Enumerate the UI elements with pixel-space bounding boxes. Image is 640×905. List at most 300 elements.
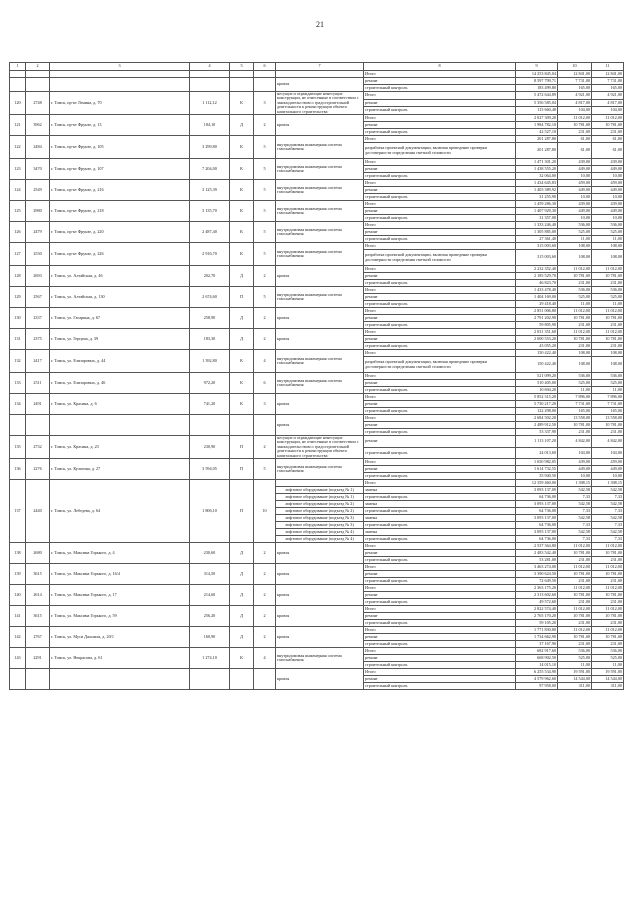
cost-total: 2 684 502,20	[516, 415, 558, 422]
floors	[254, 78, 276, 92]
house-address: г. Томск, ул. Алтайская, д. 46	[50, 266, 190, 287]
house-area	[190, 415, 230, 436]
cost-total: 115 660,48	[516, 107, 558, 115]
service-type: Итого	[364, 606, 516, 613]
row-number: 137	[10, 480, 26, 543]
table-row	[10, 201, 624, 208]
max-unit-cost: 11 012,00	[592, 564, 624, 571]
service-type: ремонт	[364, 166, 516, 173]
cost-total: 682 917,60	[516, 648, 558, 655]
service-type: ремонт	[364, 571, 516, 578]
header-cell: 6	[254, 63, 276, 71]
service-type: ремонт	[364, 187, 516, 194]
max-unit-cost: 10 781,00	[592, 315, 624, 322]
max-unit-cost: 536,00	[592, 222, 624, 229]
header-row	[10, 63, 624, 71]
wall-material: К	[230, 180, 254, 201]
service-type: Итого	[364, 627, 516, 634]
cost-total: 2 000 553,20	[516, 336, 558, 343]
house-area: 7 204,00	[190, 159, 230, 180]
house-id: 2511	[26, 373, 50, 394]
service-type: ремонт	[364, 613, 516, 620]
max-unit-cost: 536,00	[592, 648, 624, 655]
cost-total: 42 527,10	[516, 129, 558, 136]
house-id: 2440	[26, 480, 50, 543]
cost-total: 668 902,50	[516, 655, 558, 662]
house-address: г. Томск, пр-кт Фрунзе, д. 105	[50, 136, 190, 159]
service-type: Итого	[364, 350, 516, 357]
service-type: ремонт	[364, 422, 516, 429]
floors: 2	[254, 436, 276, 459]
house-address: г. Томск, ул. Гагарина, д. 67	[50, 308, 190, 329]
floors: 2	[254, 543, 276, 564]
max-unit-cost: 12 841,00	[592, 71, 624, 78]
unit-cost: 11 012,00	[558, 329, 592, 336]
unit-cost: 7 896,00	[558, 394, 592, 401]
floors: 5	[254, 287, 276, 308]
cost-total: 4 579 962,60	[516, 676, 558, 683]
unit-cost: 1 398,15	[558, 480, 592, 487]
house-address: г. Томск, пр-кт Ленина, д. 70	[50, 92, 190, 115]
max-unit-cost: 525,00	[592, 655, 624, 662]
max-unit-cost: 10 781,00	[592, 634, 624, 641]
header-cell: 5	[230, 63, 254, 71]
work-type: кровля	[276, 669, 364, 690]
unit-cost: 11 012,00	[558, 564, 592, 571]
work-type: кровля	[276, 115, 364, 136]
floors: 2	[254, 329, 276, 350]
max-unit-cost: 11,00	[592, 301, 624, 308]
row-number: 143	[10, 648, 26, 669]
wall-material: Д	[230, 543, 254, 564]
cost-total: 64 736,00	[516, 536, 558, 543]
cost-total: 201 287,80	[516, 143, 558, 159]
cost-total: 59 105,20	[516, 620, 558, 627]
max-unit-cost: 11 012,00	[592, 308, 624, 315]
service-type: ремонт	[364, 634, 516, 641]
table-row	[10, 606, 624, 613]
work-type: внутридомовая инженерная система газоснабжения	[276, 350, 364, 373]
service-type: Итого	[364, 394, 516, 401]
work-type	[276, 480, 364, 487]
unit-cost: 10 781,00	[558, 273, 592, 280]
unit-cost: 231,00	[558, 599, 592, 606]
max-unit-cost: 231,00	[592, 343, 624, 350]
service-type: строительный контроль	[364, 236, 516, 243]
header-cell: 4	[190, 63, 230, 71]
table-row	[10, 627, 624, 634]
service-type: ремонт	[364, 273, 516, 280]
row-number: 133	[10, 373, 26, 394]
house-address: г. Томск, ул. Муси Джалиля, д. 20/1	[50, 627, 190, 648]
service-type: строительный контроль	[364, 473, 516, 480]
max-unit-cost: 108,00	[592, 243, 624, 250]
service-type: ремонт	[364, 208, 516, 215]
work-type: внутридомовая инженерная система газоснабжения	[276, 459, 364, 480]
cost-total: 37 167,90	[516, 641, 558, 648]
work-type: несущие и ограждающие ненесущие конструкции, не отнесенные в соответствии с законодательством о градостроительной деятельности к реконструкции объекта капитального строительства	[276, 92, 364, 115]
cost-total: 1 471 301,20	[516, 159, 558, 166]
service-type: строительный контроль	[364, 641, 516, 648]
max-unit-cost: 104,00	[592, 107, 624, 115]
table-row	[10, 669, 624, 676]
max-unit-cost: 104,00	[592, 447, 624, 459]
work-type: лифтовое оборудование (подъезд № 3)	[276, 522, 364, 529]
service-type: строительный контроль	[364, 280, 516, 287]
row-number: 126	[10, 222, 26, 243]
unit-cost: 10 781,00	[558, 315, 592, 322]
unit-cost: 536,00	[558, 222, 592, 229]
wall-material: К	[230, 222, 254, 243]
cost-total: 2 363 175,20	[516, 585, 558, 592]
floors: 3	[254, 394, 276, 415]
unit-cost: 108,00	[558, 250, 592, 266]
unit-cost: 7,33	[558, 536, 592, 543]
work-type: лифтовое оборудование (подъезд № 4)	[276, 529, 364, 536]
cost-total: 2 232 352,40	[516, 266, 558, 273]
unit-cost: 10,00	[558, 194, 592, 201]
house-address: г. Томск, ул. Максима Горького, д. 4	[50, 543, 190, 564]
cost-total: 31 255,90	[516, 194, 558, 201]
cost-total: 53 281,00	[516, 557, 558, 564]
row-number	[10, 415, 26, 436]
work-type: лифтовое оборудование (подъезд № 2)	[276, 501, 364, 508]
work-type: внутридомовая инженерная система газоснабжения	[276, 159, 364, 180]
cost-total: 1 333 246,40	[516, 222, 558, 229]
max-unit-cost: 231,00	[592, 578, 624, 585]
row-number: 132	[10, 350, 26, 373]
row-number: 123	[10, 159, 26, 180]
max-unit-cost: 231,00	[592, 429, 624, 436]
service-type: ремонт	[364, 99, 516, 107]
service-type: строительный контроль	[364, 578, 516, 585]
work-type: лифтовое оборудование (подъезд № 4)	[276, 536, 364, 543]
cost-total: 5 356 585,04	[516, 99, 558, 107]
max-unit-cost: 231,00	[592, 641, 624, 648]
floors	[254, 669, 276, 690]
house-id: 3962	[26, 115, 50, 136]
unit-cost: 536,00	[558, 648, 592, 655]
cost-total: 1 984 782,10	[516, 122, 558, 129]
house-id: 2980	[26, 201, 50, 222]
house-area: 2 674,60	[190, 287, 230, 308]
service-type: Итого	[364, 222, 516, 229]
service-type: ремонт	[364, 655, 516, 662]
house-area: 1 806,10	[190, 480, 230, 543]
house-area: 183,30	[190, 329, 230, 350]
max-unit-cost: 7 896,00	[592, 394, 624, 401]
house-id: 2732	[26, 436, 50, 459]
unit-cost: 10,00	[558, 473, 592, 480]
unit-cost: 165,00	[558, 408, 592, 415]
unit-cost: 536,00	[558, 287, 592, 294]
cost-total: 3 093 137,00	[516, 529, 558, 536]
house-address: г. Томск, ул. Герцена, д. 39	[50, 329, 190, 350]
work-type: кровля	[276, 606, 364, 627]
service-type: Итого	[364, 92, 516, 100]
row-number: 134	[10, 394, 26, 415]
unit-cost: 231,00	[558, 129, 592, 136]
work-type: внутридомовая инженерная система газоснабжения	[276, 287, 364, 308]
row-number: 130	[10, 308, 26, 329]
service-type: замена	[364, 501, 516, 508]
service-type: строительный контроль	[364, 85, 516, 92]
max-unit-cost: 231,00	[592, 620, 624, 627]
wall-material: К	[230, 243, 254, 266]
work-type: кровля	[276, 627, 364, 648]
max-unit-cost: 61,00	[592, 143, 624, 159]
house-address: г. Томск, ул. Некрасова, д. 61	[50, 648, 190, 669]
floors: 2	[254, 585, 276, 606]
service-type: Итого	[364, 480, 516, 487]
table-row	[10, 585, 624, 592]
cost-total: 3 093 137,00	[516, 487, 558, 494]
cost-total: 2 313 602,60	[516, 592, 558, 599]
floors: 5	[254, 201, 276, 222]
house-id: 2491	[26, 394, 50, 415]
max-unit-cost: 459,00	[592, 180, 624, 187]
table-row	[10, 648, 624, 655]
max-unit-cost: 449,00	[592, 466, 624, 473]
house-id: 2337	[26, 308, 50, 329]
table-row	[10, 415, 624, 422]
cost-total: 1 305 885,00	[516, 229, 558, 236]
unit-cost: 11,00	[558, 236, 592, 243]
max-unit-cost: 525,00	[592, 229, 624, 236]
cost-total: 59 805,90	[516, 322, 558, 329]
house-area: 3 125,39	[190, 180, 230, 201]
cost-total: 24 013,60	[516, 447, 558, 459]
work-type: лифтовое оборудование (подъезд № 1)	[276, 487, 364, 494]
work-type: кровля	[276, 585, 364, 606]
service-type: Итого	[364, 243, 516, 250]
house-area: 256,20	[190, 606, 230, 627]
table-row	[10, 394, 624, 401]
service-type: строительный контроль	[364, 194, 516, 201]
unit-cost: 525,00	[558, 655, 592, 662]
max-unit-cost: 7,33	[592, 508, 624, 515]
max-unit-cost: 7,33	[592, 536, 624, 543]
unit-cost: 108,00	[558, 350, 592, 357]
service-type: строительный контроль	[364, 557, 516, 564]
cost-total: 12 359 460,00	[516, 480, 558, 487]
wall-material: К	[230, 394, 254, 415]
unit-cost: 11 012,00	[558, 115, 592, 122]
service-type: строительный контроль	[364, 494, 516, 501]
table-row	[10, 373, 624, 380]
unit-cost: 11 012,00	[558, 606, 592, 613]
house-address: г. Томск, ул. Максима Горького, д. 59	[50, 606, 190, 627]
service-type: строительный контроль	[364, 322, 516, 329]
work-type: внутридомовая инженерная система газоснабжения	[276, 136, 364, 159]
service-type: Итого	[364, 459, 516, 466]
floors: 5	[254, 222, 276, 243]
table-row	[10, 287, 624, 294]
max-unit-cost: 10,00	[592, 194, 624, 201]
max-unit-cost: 439,00	[592, 201, 624, 208]
max-unit-cost: 4 921,00	[592, 92, 624, 100]
unit-cost: 11,00	[558, 387, 592, 394]
cost-total: 150 422,40	[516, 350, 558, 357]
work-type: кровля	[276, 308, 364, 329]
cost-total: 2 822 574,40	[516, 606, 558, 613]
floors: 2	[254, 266, 276, 287]
cost-total: 43 055,20	[516, 343, 558, 350]
max-unit-cost: 536,00	[592, 287, 624, 294]
service-type: Итого	[364, 180, 516, 187]
max-unit-cost: 10 781,00	[592, 613, 624, 620]
service-type: ремонт	[364, 676, 516, 683]
house-address: г. Томск, ул. Красина, д. 23	[50, 436, 190, 459]
cost-total: 2 765 170,20	[516, 613, 558, 620]
cost-total: 64 736,00	[516, 508, 558, 515]
house-area: 2 916,70	[190, 243, 230, 266]
house-id: 3615	[26, 606, 50, 627]
row-number: 141	[10, 606, 26, 627]
unit-cost: 449,00	[558, 208, 592, 215]
wall-material: Д	[230, 115, 254, 136]
service-type: Итого	[364, 564, 516, 571]
table-row	[10, 308, 624, 315]
wall-material	[230, 71, 254, 78]
max-unit-cost: 459,00	[592, 459, 624, 466]
row-number	[10, 78, 26, 92]
wall-material: П	[230, 436, 254, 459]
house-id: 2767	[26, 627, 50, 648]
house-id	[26, 71, 50, 78]
work-type: несущие и ограждающие ненесущие конструкции, не отнесенные в соответствии с законодательством о градостроительной деятельности к реконструкции объекта капитального строительства	[276, 436, 364, 459]
floors: 2	[254, 627, 276, 648]
work-type	[276, 71, 364, 78]
row-number: 122	[10, 136, 26, 159]
house-area: 230,90	[190, 436, 230, 459]
service-type: ремонт	[364, 550, 516, 557]
house-id: 2291	[26, 648, 50, 669]
service-type: строительный контроль	[364, 408, 516, 415]
service-type: Итого	[364, 585, 516, 592]
table-row	[10, 243, 624, 250]
unit-cost: 11 012,00	[558, 585, 592, 592]
max-unit-cost: 10 781,00	[592, 422, 624, 429]
row-number: 140	[10, 585, 26, 606]
row-number: 127	[10, 243, 26, 266]
house-address	[50, 415, 190, 436]
service-type: строительный контроль	[364, 215, 516, 222]
cost-total: 1 734 662,90	[516, 634, 558, 641]
max-unit-cost: 19 591,00	[592, 669, 624, 676]
table-row	[10, 459, 624, 466]
row-number: 136	[10, 459, 26, 480]
service-type: Итого	[364, 308, 516, 315]
house-id: 3615	[26, 564, 50, 585]
row-number: 142	[10, 627, 26, 648]
floors: 5	[254, 159, 276, 180]
unit-cost: 11 012,00	[558, 266, 592, 273]
work-type: кровля	[276, 329, 364, 350]
unit-cost: 19 591,00	[558, 669, 592, 676]
unit-cost: 104,00	[558, 447, 592, 459]
unit-cost: 525,00	[558, 294, 592, 301]
wall-material: К	[230, 136, 254, 159]
service-type: разработка проектной документации, включая проведение проверки достоверности определения сметной стоимости	[364, 250, 516, 266]
service-type: строительный контроль	[364, 522, 516, 529]
house-id: 2484	[26, 136, 50, 159]
max-unit-cost: 10,00	[592, 215, 624, 222]
wall-material: К	[230, 92, 254, 115]
cost-total: 315 003,60	[516, 250, 558, 266]
unit-cost: 231,00	[558, 578, 592, 585]
service-type: строительный контроль	[364, 343, 516, 350]
max-unit-cost: 4 842,00	[592, 436, 624, 448]
service-type: строительный контроль	[364, 683, 516, 690]
house-id: 2417	[26, 350, 50, 373]
house-address: г. Томск, ул. Елизаровых, д. 44	[50, 350, 190, 373]
table-row	[10, 180, 624, 187]
floors: 3	[254, 92, 276, 115]
max-unit-cost: 4 817,00	[592, 99, 624, 107]
house-id: 2680	[26, 543, 50, 564]
floors	[254, 71, 276, 78]
wall-material: Д	[230, 266, 254, 287]
wall-material	[230, 669, 254, 690]
floors: 2	[254, 308, 276, 329]
max-unit-cost: 449,00	[592, 166, 624, 173]
max-unit-cost: 11 012,00	[592, 329, 624, 336]
service-type: Итого	[364, 415, 516, 422]
row-number: 125	[10, 201, 26, 222]
max-unit-cost: 11,00	[592, 236, 624, 243]
house-area: 1 274,10	[190, 648, 230, 669]
service-type: ремонт	[364, 229, 516, 236]
work-type: лифтовое оборудование (подъезд № 1)	[276, 494, 364, 501]
floors: 5	[254, 243, 276, 266]
max-unit-cost: 10 781,00	[592, 273, 624, 280]
unit-cost: 10,00	[558, 173, 592, 180]
floors: 4	[254, 350, 276, 373]
unit-cost: 7,33	[558, 522, 592, 529]
house-area: 214,60	[190, 585, 230, 606]
wall-material: К	[230, 159, 254, 180]
unit-cost: 10 781,00	[558, 571, 592, 578]
service-type: строительный контроль	[364, 107, 516, 115]
wall-material: Д	[230, 308, 254, 329]
unit-cost: 542,58	[558, 501, 592, 508]
unit-cost: 10,00	[558, 215, 592, 222]
table-row	[10, 480, 624, 487]
service-type: строительный контроль	[364, 662, 516, 669]
cost-total: 64 736,00	[516, 522, 558, 529]
max-unit-cost: 11 012,00	[592, 585, 624, 592]
cost-total: 1 404 169,00	[516, 294, 558, 301]
unit-cost: 542,58	[558, 487, 592, 494]
header-cell: 9	[516, 63, 558, 71]
unit-cost: 231,00	[558, 280, 592, 287]
cost-total: 14 253 845,04	[516, 71, 558, 78]
wall-material: П	[230, 480, 254, 543]
unit-cost: 231,00	[558, 557, 592, 564]
cost-total: 1 771 830,80	[516, 627, 558, 634]
cost-total: 97 958,00	[516, 683, 558, 690]
service-type: строительный контроль	[364, 599, 516, 606]
floors	[254, 415, 276, 436]
row-number	[10, 71, 26, 78]
max-unit-cost: 231,00	[592, 599, 624, 606]
page-number: 21	[316, 20, 324, 29]
house-area: 3 299,80	[190, 136, 230, 159]
unit-cost: 7 731,00	[558, 401, 592, 408]
work-type: кровля	[276, 78, 364, 92]
wall-material: П	[230, 459, 254, 480]
